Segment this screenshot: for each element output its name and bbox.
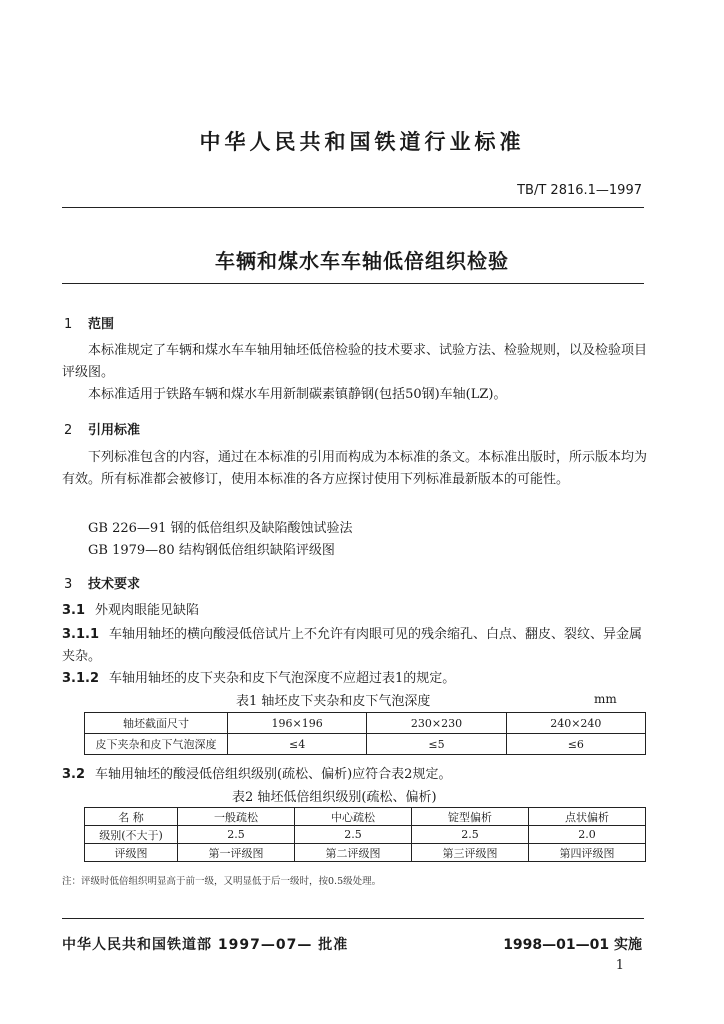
table-cell: 点状偏析 <box>529 808 646 826</box>
clause-text: 车轴用轴坯的横向酸浸低倍试片上不允许有肉眼可见的残余缩孔、白点、翻皮、裂纹、异金属夹杂。 <box>62 627 643 664</box>
table-cell: 轴坯截面尺寸 <box>85 713 228 734</box>
table-row <box>85 734 646 755</box>
table-row <box>85 826 646 844</box>
table-cell: 一般疏松 <box>178 808 295 826</box>
section-3-title: 技术要求 <box>88 577 141 592</box>
table-row <box>85 808 646 826</box>
section-1-title: 范围 <box>88 317 115 332</box>
table-cell: 第一评级图 <box>178 844 295 862</box>
clause-text: 车轴用轴坯的酸浸低倍组织级别(疏松、偏析)应符合表2规定。 <box>95 767 452 782</box>
table-cell: 2.5 <box>295 826 412 844</box>
table-2 <box>84 807 646 862</box>
table-cell: 第二评级图 <box>295 844 412 862</box>
footer-divider <box>62 918 644 919</box>
section-3-number: 3 <box>64 577 73 592</box>
table-cell: 第三评级图 <box>412 844 529 862</box>
table-1-unit: mm <box>594 692 617 706</box>
page-number: 1 <box>615 958 624 973</box>
table-cell: ≤6 <box>506 734 645 755</box>
header-divider <box>62 207 644 208</box>
table-cell: 240×240 <box>506 713 645 734</box>
clause-3-1-1 <box>62 624 647 668</box>
section-1-paragraph-2: 本标准适用于铁路车辆和煤水车用新制碳素镇静钢(包括50钢)车轴(LZ)。 <box>88 387 507 402</box>
reference-item: GB 226—91 钢的低倍组织及缺陷酸蚀试验法 <box>88 521 353 536</box>
section-1-heading <box>64 313 114 332</box>
effective-date: 1998—01—01 实施 <box>503 937 642 953</box>
table-row <box>85 713 646 734</box>
title-divider <box>62 283 644 284</box>
document-title: 车辆和煤水车车轴低倍组织检验 <box>215 249 509 273</box>
table-cell: ≤4 <box>228 734 367 755</box>
clause-number: 3.1 <box>62 603 86 618</box>
table-cell: 196×196 <box>228 713 367 734</box>
issuer-approval: 中华人民共和国铁道部 1997—07— 批准 <box>62 937 349 953</box>
clause-number: 3.1.2 <box>62 671 100 686</box>
clause-number: 3.2 <box>62 767 86 782</box>
table-cell: 第四评级图 <box>529 844 646 862</box>
standard-category-title: 中华人民共和国铁道行业标准 <box>199 130 525 154</box>
table-2-note: 注：评级时低倍组织明显高于前一级，又明显低于后一级时，按0.5级处理。 <box>62 876 382 887</box>
table-2-caption: 表2 轴坯低倍组织级别(疏松、偏析) <box>232 790 437 805</box>
section-1-number: 1 <box>64 317 73 332</box>
table-cell: 皮下夹杂和皮下气泡深度 <box>85 734 228 755</box>
clause-number: 3.1.1 <box>62 627 100 642</box>
table-1-caption: 表1 轴坯皮下夹杂和皮下气泡深度 <box>236 694 431 709</box>
clause-3-2 <box>62 764 647 786</box>
standard-number: TB/T 2816.1—1997 <box>517 183 642 198</box>
table-cell: 名 称 <box>85 808 178 826</box>
section-2-title: 引用标准 <box>88 423 141 438</box>
table-cell: 中心疏松 <box>295 808 412 826</box>
table-cell: 230×230 <box>367 713 506 734</box>
reference-item: GB 1979—80 结构钢低倍组织缺陷评级图 <box>88 543 335 558</box>
table-row <box>85 844 646 862</box>
clause-3-1 <box>62 600 647 622</box>
section-2-number: 2 <box>64 423 73 438</box>
table-cell: 2.0 <box>529 826 646 844</box>
table-cell: 2.5 <box>178 826 295 844</box>
section-2-paragraph-1: 下列标准包含的内容，通过在本标准的引用而构成为本标准的条文。本标准出版时，所示版本均为有效。所有标准都会被修订，使用本标准的各方应探讨使用下列标准最新版本的可能性。 <box>62 450 648 487</box>
clause-text: 车轴用轴坯的皮下夹杂和皮下气泡深度不应超过表1的规定。 <box>109 671 456 686</box>
table-cell: 级别(不大于) <box>85 826 178 844</box>
clause-text: 外观肉眼能见缺陷 <box>95 603 200 618</box>
table-cell: ≤5 <box>367 734 506 755</box>
table-1 <box>84 712 646 755</box>
section-1-paragraph-1: 本标准规定了车辆和煤水车车轴用轴坯低倍检验的技术要求、试验方法、检验规则，以及检验项目评级图。 <box>62 343 648 380</box>
clause-3-1-2 <box>62 668 647 690</box>
table-cell: 锭型偏析 <box>412 808 529 826</box>
section-2-heading <box>64 419 140 438</box>
table-cell: 2.5 <box>412 826 529 844</box>
section-3-heading <box>64 573 140 592</box>
table-cell: 评级图 <box>85 844 178 862</box>
